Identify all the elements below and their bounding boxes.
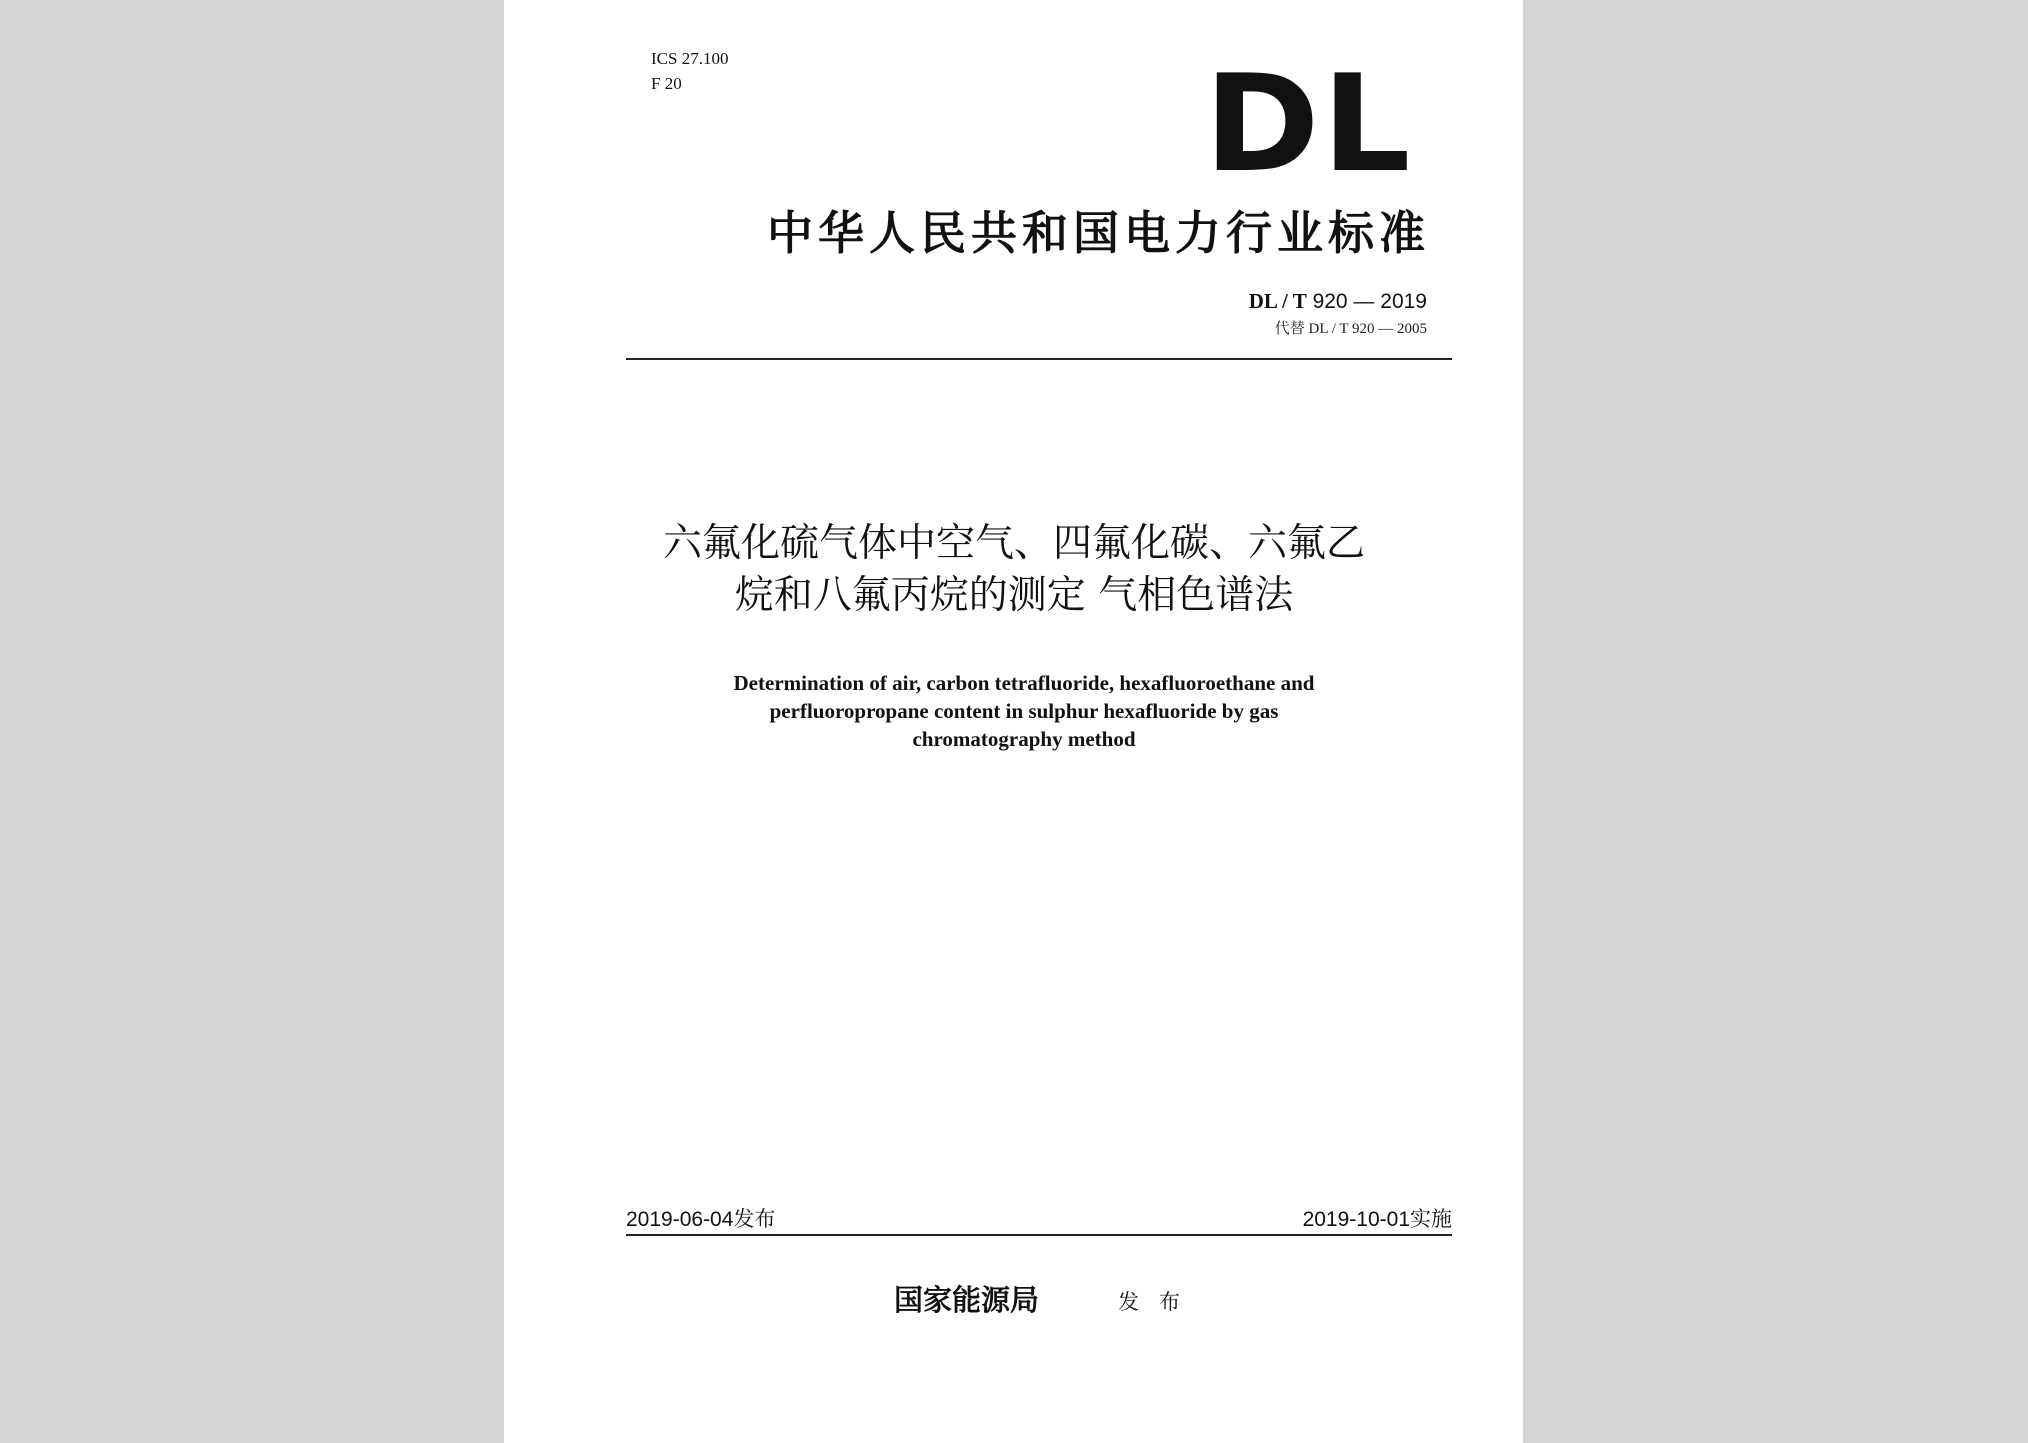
english-title-line-3: chromatography method (912, 727, 1136, 751)
document-page (504, 0, 1523, 1443)
replaces-standard: 代替 DL / T 920 — 2005 (1274, 321, 1427, 337)
ics-code: ICS 27.100 (651, 49, 729, 68)
classification-code: F 20 (651, 74, 682, 93)
chinese-title-line-1: 六氟化硫气体中空气、四氟化碳、六氟乙 (662, 521, 1365, 566)
english-title-line-2: perfluoropropane content in sulphur hexafluoride by gas (769, 699, 1279, 723)
publish-label: 发布 (1118, 1290, 1200, 1314)
publisher-name: 国家能源局 (894, 1283, 1040, 1317)
dl-logo: DL (1204, 46, 1413, 202)
bottom-divider (626, 1234, 1452, 1236)
issue-date: 2019-06-04发布 (626, 1208, 776, 1231)
top-divider (626, 358, 1452, 360)
chinese-title (584, 518, 1444, 622)
chinese-title-line-2: 烷和八氟丙烷的测定 气相色谱法 (734, 573, 1294, 618)
industry-standard-title: 中华人民共和国电力行业标准 (767, 206, 1430, 260)
english-title-line-1: Determination of air, carbon tetrafluoride, hexafluoroethane and (733, 671, 1315, 695)
implementation-date: 2019-10-01实施 (1302, 1208, 1452, 1231)
standard-number (1249, 289, 1427, 314)
english-title (634, 669, 1414, 753)
standard-code: 920 — 2019 (1312, 290, 1427, 313)
standard-prefix: DL / T (1248, 289, 1307, 313)
